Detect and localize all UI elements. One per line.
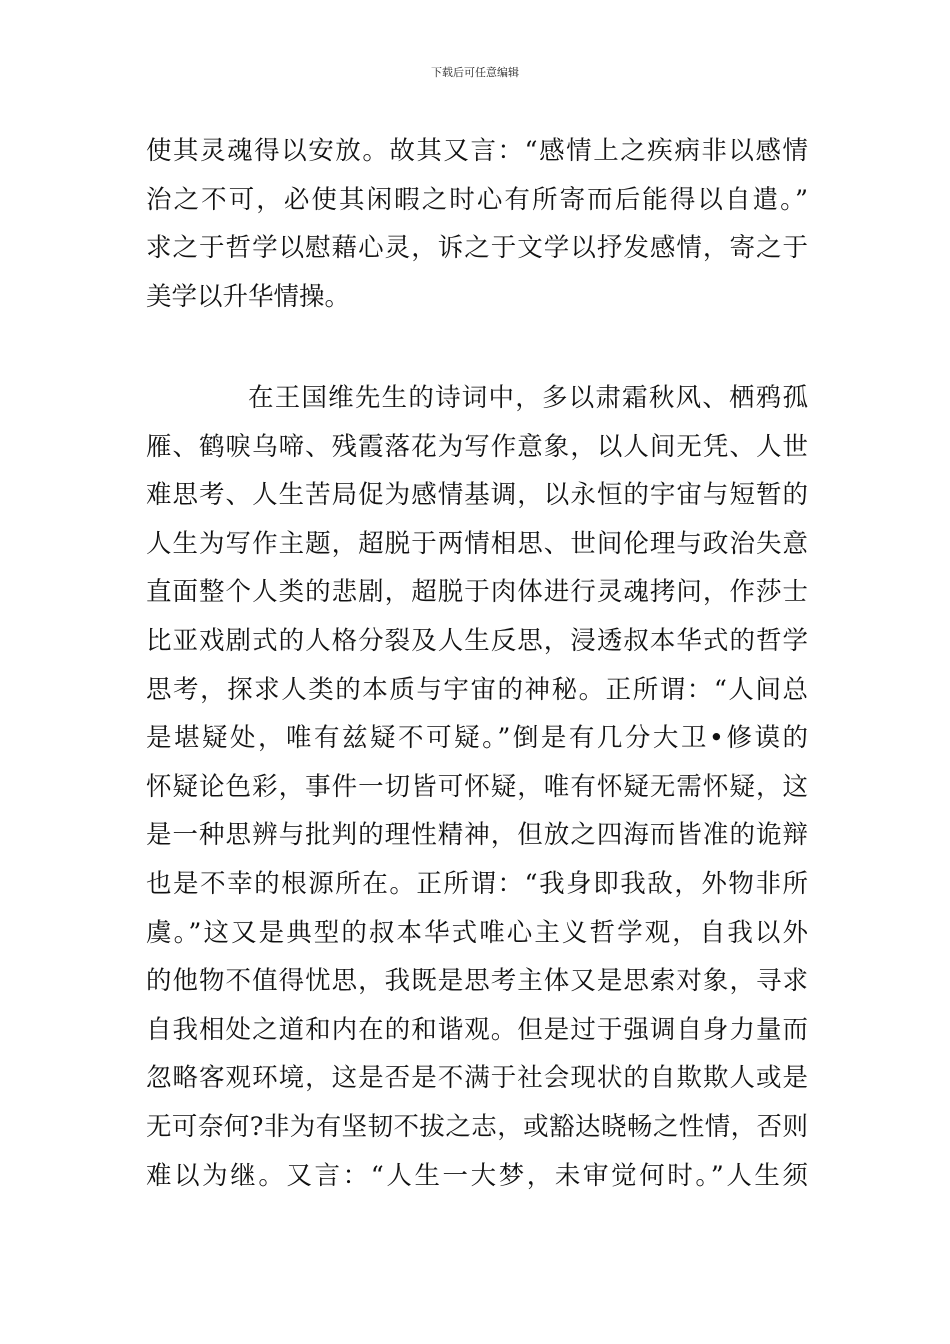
text-line: 使其灵魂得以安放。故其又言：“感情上之疾病非以感情: [146, 136, 808, 166]
text-line: 治之不可，必使其闲暇之时心有所寄而后能得以自遣。”: [146, 184, 808, 215]
text-line: 自我相处之道和内在的和谐观。但是过于强调自身力量而: [146, 1014, 808, 1045]
text-line: 是一种思辨与批判的理性精神，但放之四海而皆准的诡辩: [146, 820, 808, 851]
text-line: 求之于哲学以慰藉心灵，诉之于文学以抒发感情，寄之于: [146, 233, 808, 264]
text-line: 比亚戏剧式的人格分裂及人生反思，浸透叔本华式的哲学: [146, 625, 808, 656]
paragraph-1: [146, 127, 808, 321]
text-line: 忽略客观环境，这是否是不满于社会现状的自欺欺人或是: [146, 1063, 808, 1094]
text-line: 的他物不值得忧思，我既是思考主体又是思索对象，寻求: [146, 966, 808, 997]
paragraph-2: [146, 374, 808, 1200]
text-line: 难以为继。又言：“人生一大梦，未审觉何时。”人生须: [146, 1160, 808, 1191]
text-line: 虞。”这又是典型的叔本华式唯心主义哲学观，自我以外: [146, 917, 808, 948]
page-header: 下载后可任意编辑: [431, 66, 519, 79]
text-line: 难思考、人生苦局促为感情基调，以永恒的宇宙与短暂的: [146, 480, 808, 511]
text-line: 在王国维先生的诗词中，多以肃霜秋风、栖鸦孤: [248, 383, 808, 413]
text-line: 雁、鹤唳乌啼、残霞落花为写作意象，以人间无凭、人世: [146, 431, 808, 462]
text-line: 也是不幸的根源所在。正所谓：“我身即我敌，外物非所: [146, 868, 808, 899]
text-line: 思考，探求人类的本质与宇宙的神秘。正所谓：“人间总: [146, 674, 808, 705]
text-line: 美学以升华情操。: [146, 281, 351, 312]
text-line: 是堪疑处，唯有兹疑不可疑。”倒是有几分大卫•修谟的: [146, 723, 808, 754]
text-line: 无可奈何?非为有坚韧不拔之志，或豁达晓畅之性情，否则: [146, 1111, 808, 1142]
text-line: 人生为写作主题，超脱于两情相思、世间伦理与政治失意: [146, 528, 808, 559]
text-line: 直面整个人类的悲剧，超脱于肉体进行灵魂拷问，作莎士: [146, 577, 808, 608]
text-line: 怀疑论色彩，事件一切皆可怀疑，唯有怀疑无需怀疑，这: [146, 771, 808, 802]
